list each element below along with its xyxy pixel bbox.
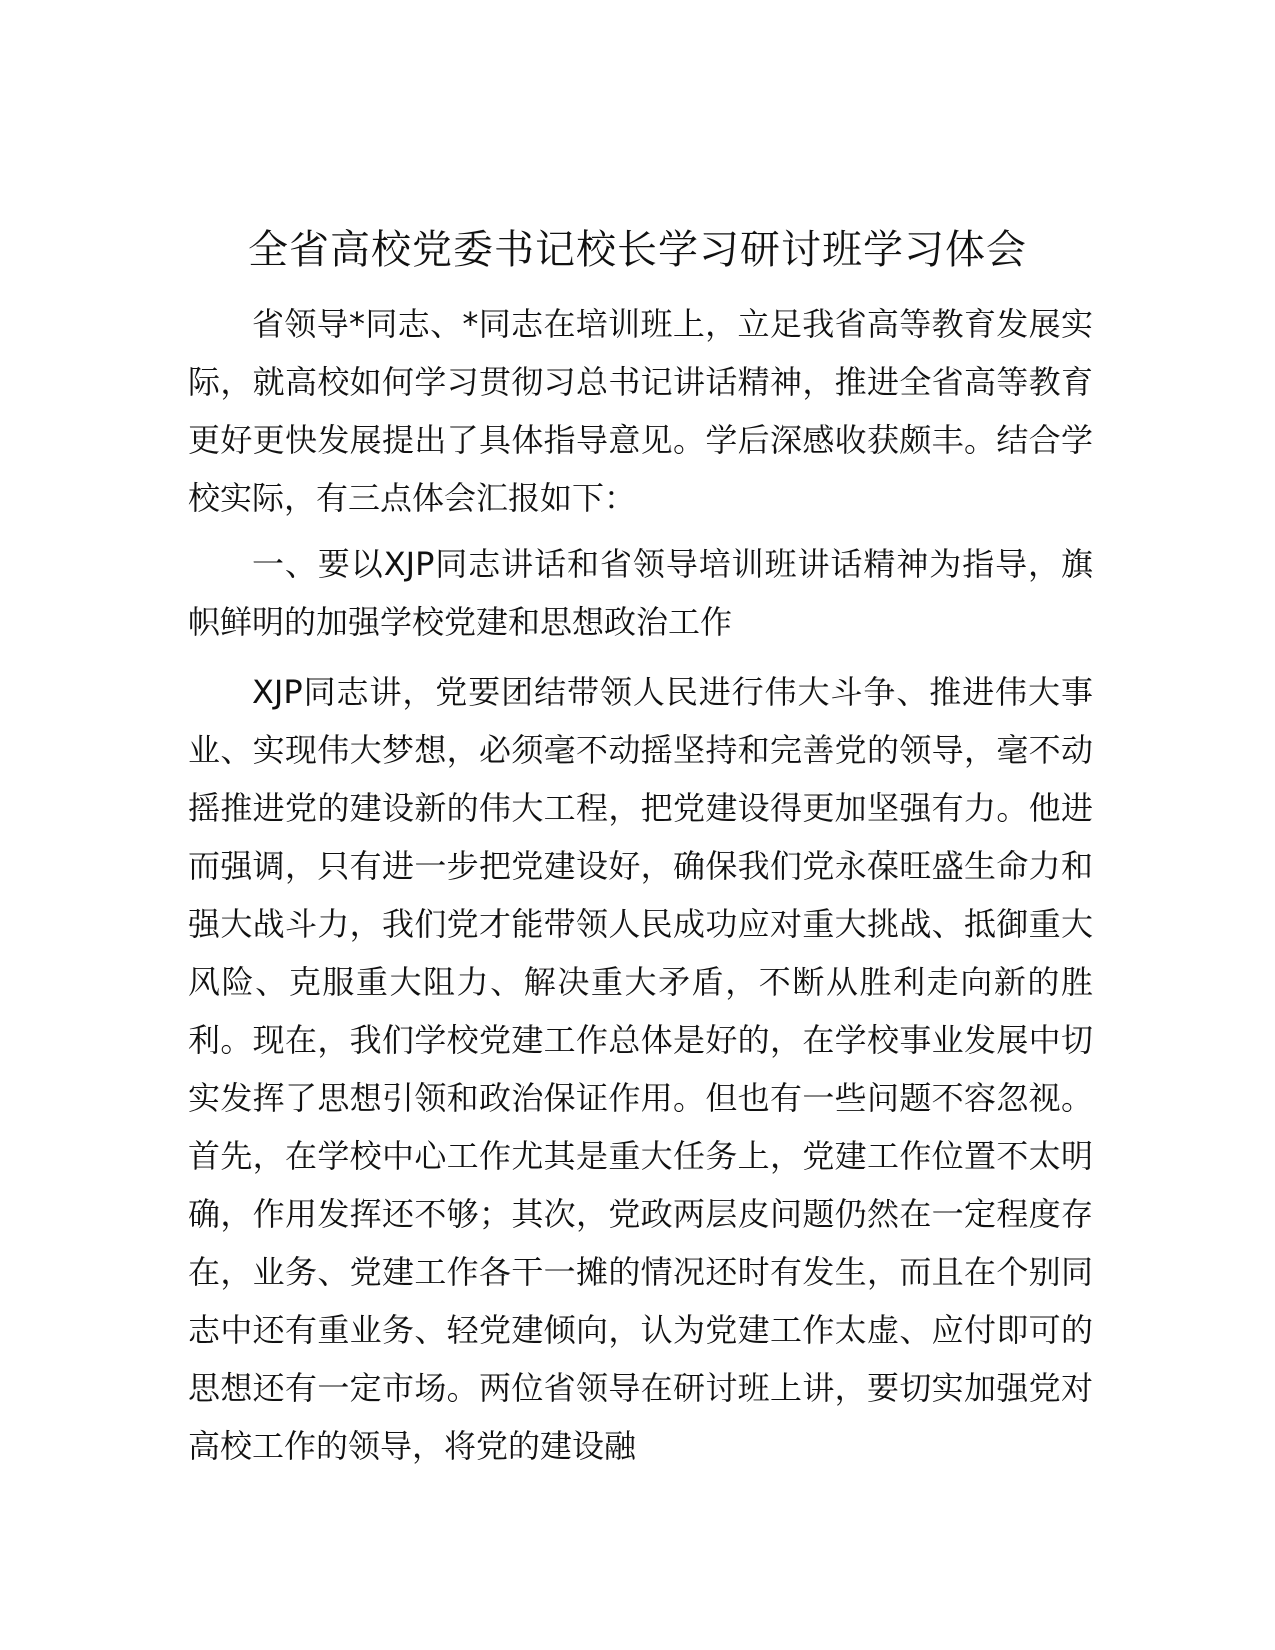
intro-paragraph: 省领导*同志、*同志在培训班上，立足我省高等教育发展实际，就高校如何学习贯彻习总书记讲话精神，推进全省高等教育更好更快发展提出了具体指导意见。学后深感收获颇丰。结合学校实际，有三点体会汇报如下： bbox=[188, 305, 1093, 517]
document-body bbox=[188, 295, 1093, 1483]
body-paragraph: XJP同志讲，党要团结带领人民进行伟大斗争、推进伟大事业、实现伟大梦想，必须毫不动摇坚持和完善党的领导，毫不动摇推进党的建设新的伟大工程，把党建设得更加坚强有力。他进而强调，只有进一步把党建设好，确保我们党永葆旺盛生命力和强大战斗力，我们党才能带领人民成功应对重大挑战、抵御重大风险、克服重大阻力、解决重大矛盾，不断从胜利走向新的胜利。现在，我们学校党建工作总体是好的，在学校事业发展中切实发挥了思想引领和政治保证作用。但也有一些问题不容忽视。首先，在学校中心工作尤其是重大任务上，党建工作位置不太明确，作用发挥还不够；其次，党政两层皮问题仍然在一定程度存在，业务、党建工作各干一摊的情况还时有发生，而且在个别同志中还有重业务、轻党建倾向，认为党建工作太虚、应付即可的思想还有一定市场。两位省领导在研讨班上讲，要切实加强党对高校工作的领导，将党的建设融 bbox=[188, 673, 1093, 1465]
document-title: 全省高校党委书记校长学习研讨班学习体会 bbox=[248, 227, 1027, 273]
section-heading-1: 一、要以XJP同志讲话和省领导培训班讲话精神为指导，旗帜鲜明的加强学校党建和思想政治工作 bbox=[188, 545, 1093, 641]
